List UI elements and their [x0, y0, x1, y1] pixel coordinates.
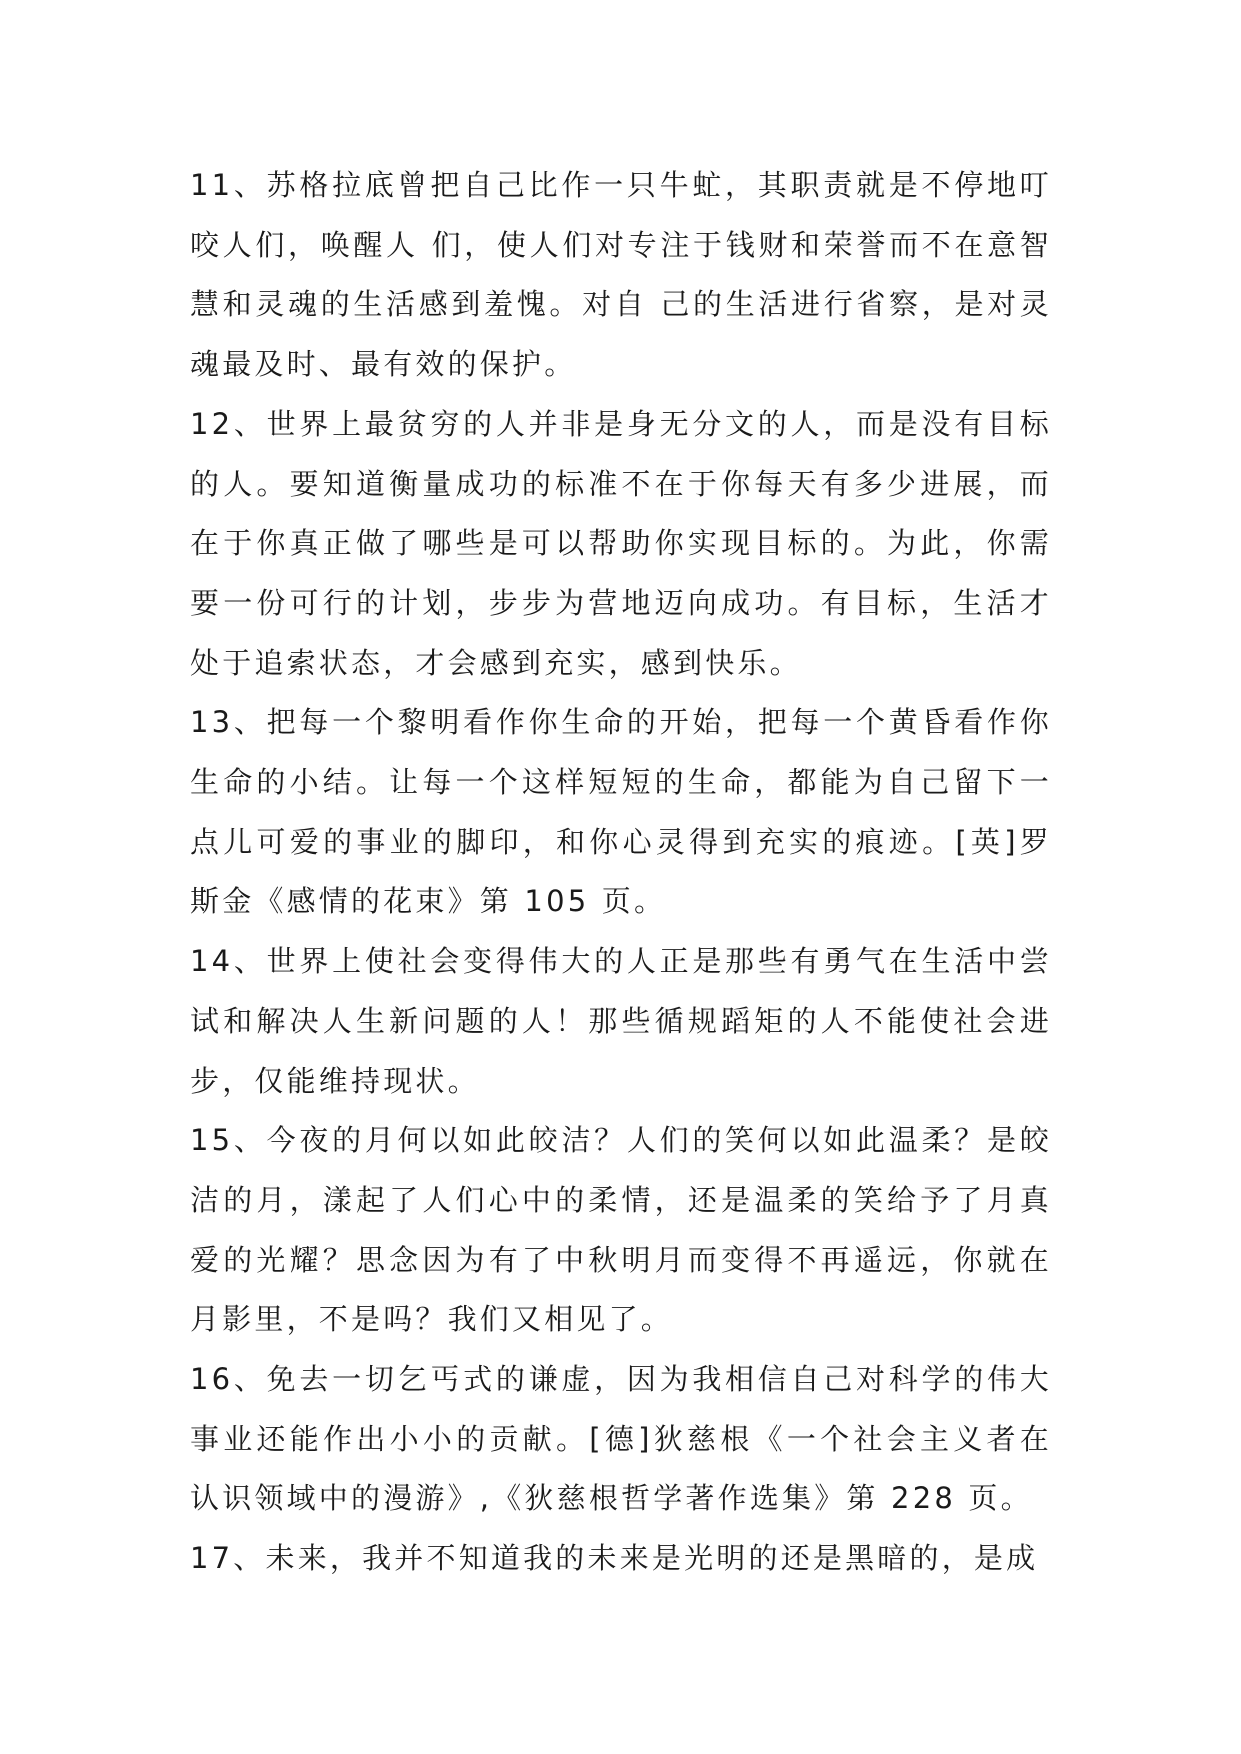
paragraph-15: 15、今夜的月何以如此皎洁？人们的笑何以如此温柔？是皎洁的月，漾起了人们心中的柔情，还是温柔的笑给予了月真爱的光耀？思念因为有了中秋明月而变得不再遥远，你就在月影里，不是吗？我们又相见了。	[190, 1123, 1052, 1337]
paragraph-12: 12、世界上最贫穷的人并非是身无分文的人，而是没有目标的人。要知道衡量成功的标准不在于你每天有多少进展，而在于你真正做了哪些是可以帮助你实现目标的。为此，你需要一份可行的计划，步步为营地迈向成功。有目标，生活才处于追索状态，才会感到充实，感到快乐。	[190, 406, 1052, 680]
document-body	[190, 156, 1052, 1589]
paragraph-16: 16、免去一切乞丐式的谦虚，因为我相信自己对科学的伟大事业还能作出小小的贡献。[德]狄慈根《一个社会主义者在认识领域中的漫游》,《狄慈根哲学著作选集》第 228 页。	[190, 1362, 1052, 1516]
paragraph-17: 17、未来，我并不知道我的未来是光明的还是黑暗的，是成	[190, 1541, 1039, 1576]
paragraph-11: 11、苏格拉底曾把自己比作一只牛虻，其职责就是不停地叮咬人们，唤醒人 们，使人们对专注于钱财和荣誉而不在意智慧和灵魂的生活感到羞愧。对自 己的生活进行省察，是对灵魂最及时、最有效的保护。	[190, 168, 1052, 382]
paragraph-14: 14、世界上使社会变得伟大的人正是那些有勇气在生活中尝试和解决人生新问题的人！那些循规蹈矩的人不能使社会进步，仅能维持现状。	[190, 944, 1052, 1098]
paragraph-13: 13、把每一个黎明看作你生命的开始，把每一个黄昏看作你生命的小结。让每一个这样短短的生命，都能为自己留下一点儿可爱的事业的脚印，和你心灵得到充实的痕迹。[英]罗斯金《感情的花束》第 105 页。	[190, 705, 1052, 919]
